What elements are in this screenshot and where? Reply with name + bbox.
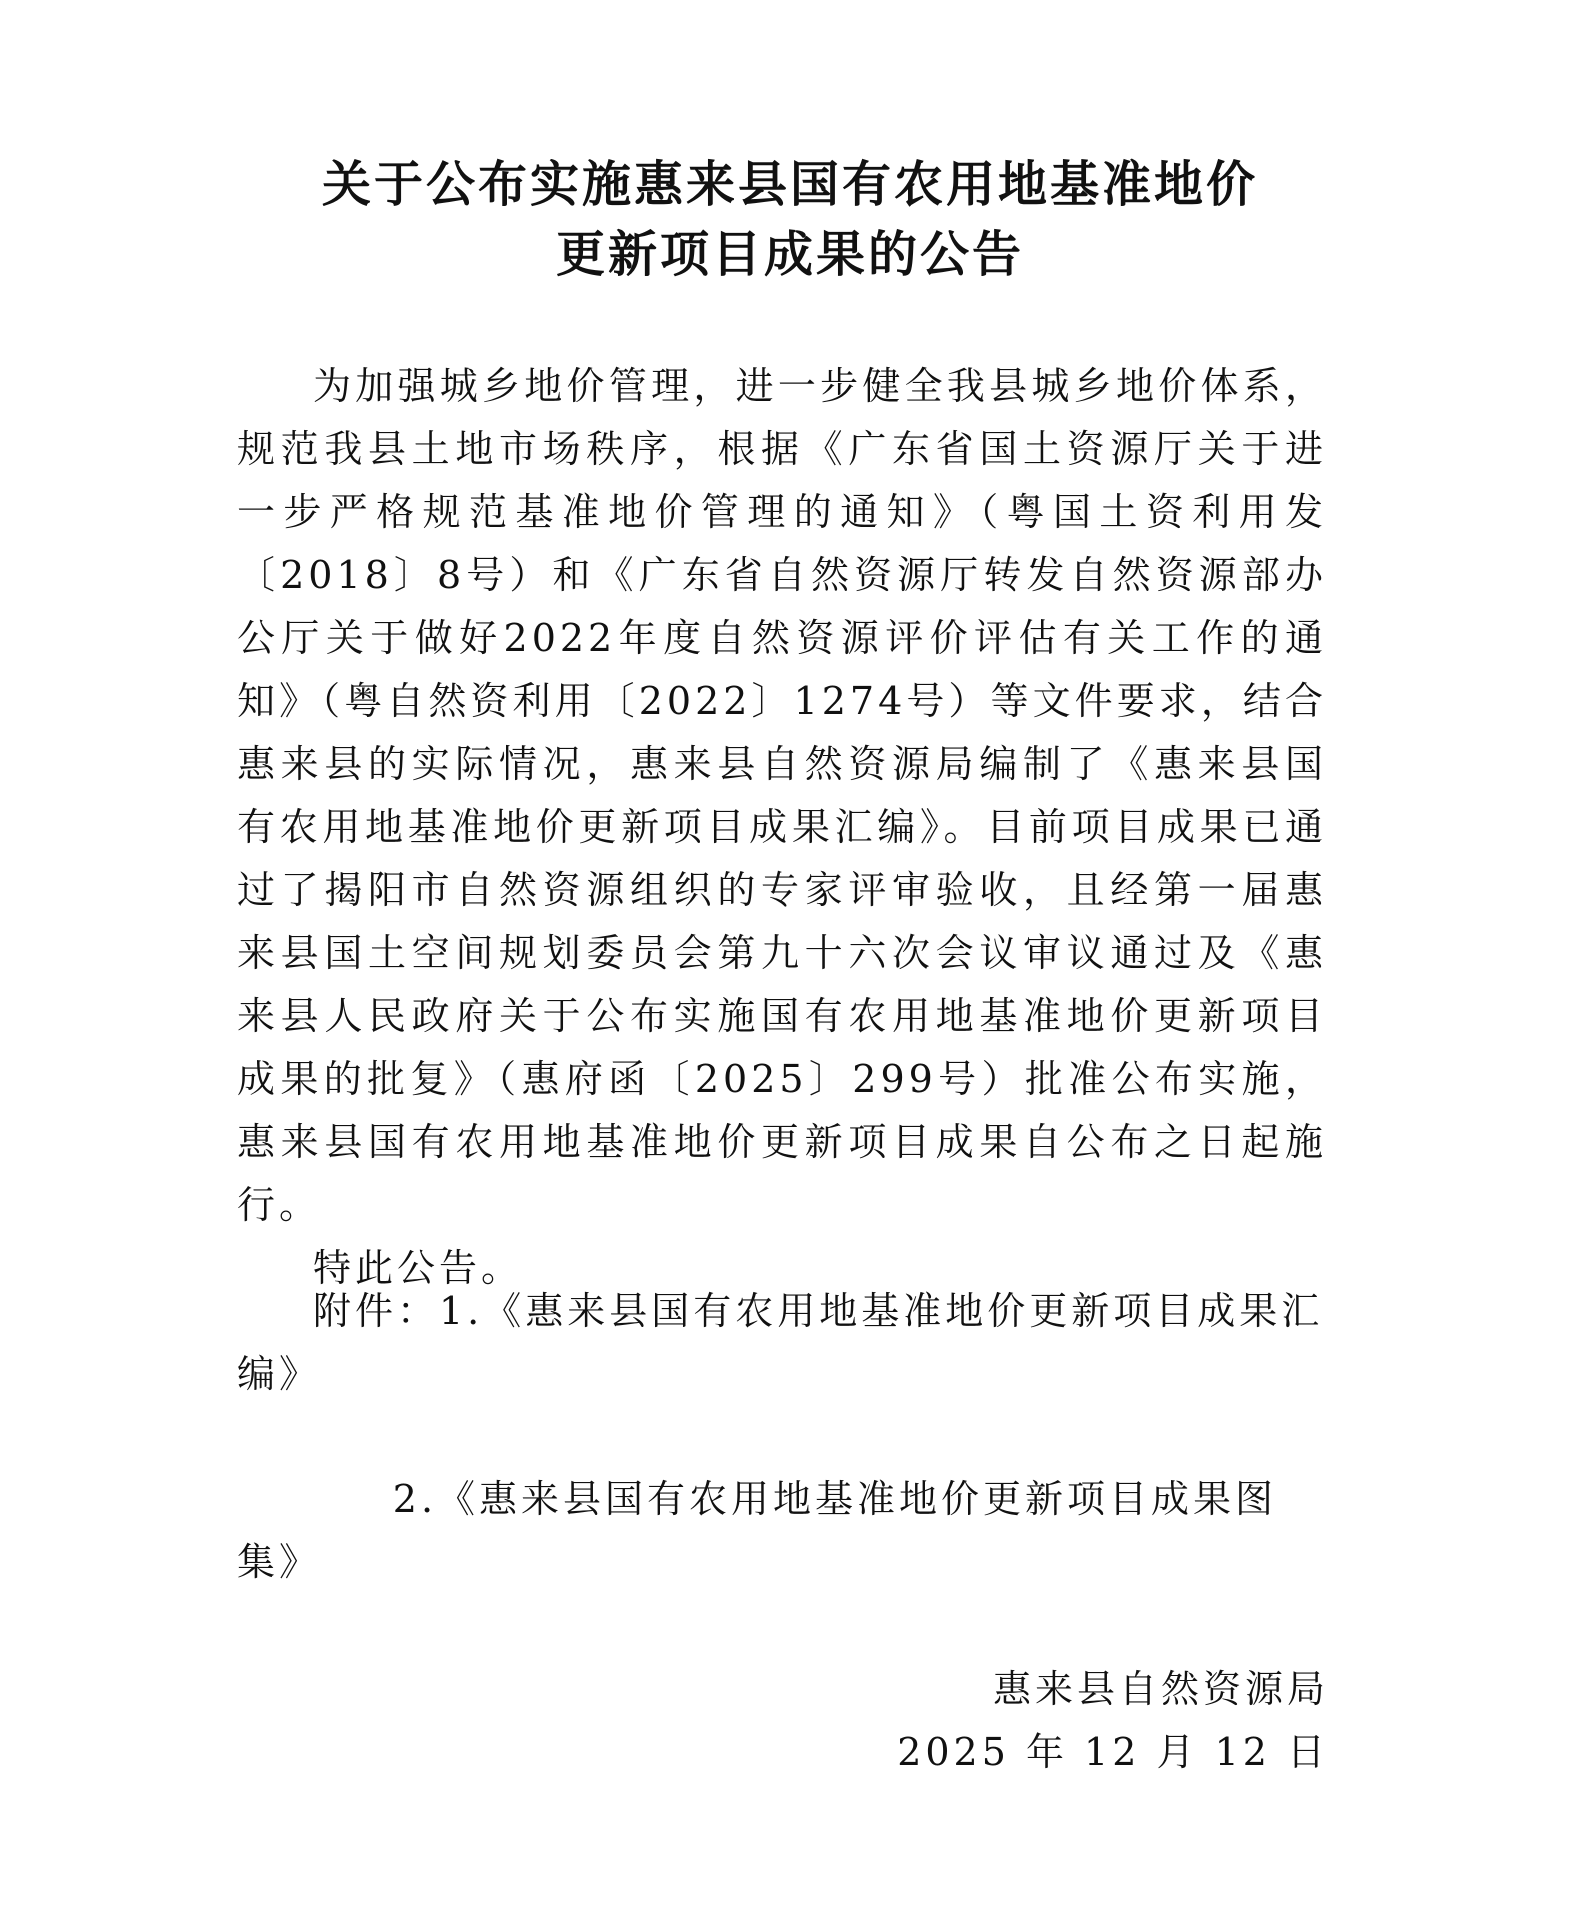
issuing-organization: 惠来县自然资源局	[992, 1667, 1329, 1711]
issue-date: 2025 年 12 月 12 日	[897, 1730, 1329, 1774]
signature-block	[897, 1658, 1329, 1784]
attachment-item-2: 2.《惠来县国有农用地基准地价更新项目成果图集》	[237, 1477, 1278, 1584]
body-section	[237, 355, 1327, 1300]
title-line-2: 更新项目成果的公告	[555, 226, 1024, 283]
attachments-section	[237, 1280, 1327, 1594]
body-paragraph: 为加强城乡地价管理，进一步健全我县城乡地价体系，规范我县土地市场秩序，根据《广东省国土资源厅关于进一步严格规范基准地价管理的通知》（粤国土资利用发〔2018〕8号）和《广东省自然资源厅转发自然资源部办公厅关于做好2022年度自然资源评价评估有关工作的通知》（粤自然资利用〔2022〕1274号）等文件要求，结合惠来县的实际情况，惠来县自然资源局编制了《惠来县国有农用地基准地价更新项目成果汇编》。目前项目成果已通过了揭阳市自然资源组织的专家评审验收，且经第一届惠来县国土空间规划委员会第九十六次会议审议通过及《惠来县人民政府关于公布实施国有农用地基准地价更新项目成果的批复》（惠府函〔2025〕299号）批准公布实施，惠来县国有农用地基准地价更新项目成果自公布之日起施行。	[237, 364, 1327, 1227]
attachment-item-1: 附件：1.《惠来县国有农用地基准地价更新项目成果汇编》	[237, 1289, 1324, 1396]
document-title	[240, 150, 1340, 290]
closing-statement: 特此公告。	[313, 1246, 524, 1290]
title-line-1: 关于公布实施惠来县国有农用地基准地价	[321, 156, 1258, 213]
